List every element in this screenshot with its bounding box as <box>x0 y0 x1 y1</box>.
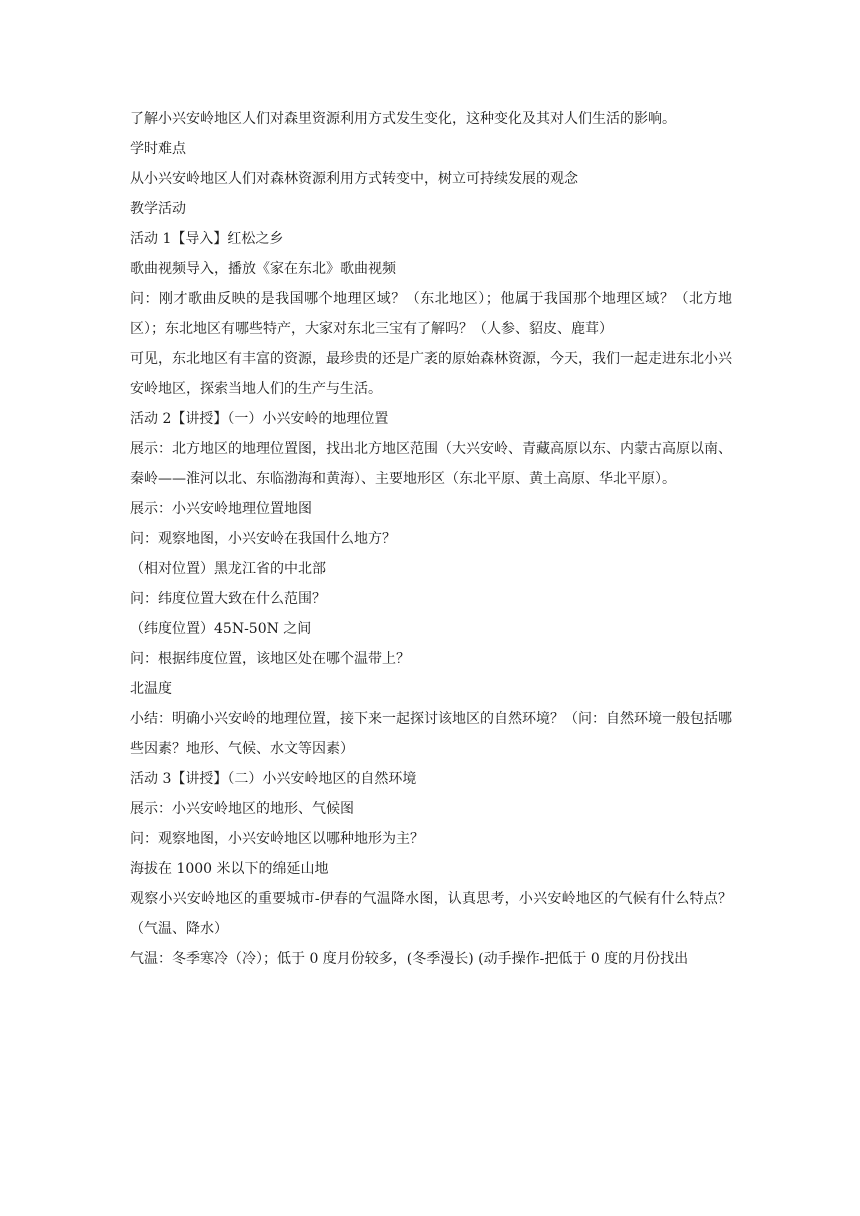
paragraph: 小结：明确小兴安岭的地理位置，接下来一起探讨该地区的自然环境？（问：自然环境一般包括哪些因素？地形、气候、水文等因素） <box>130 711 732 757</box>
paragraph: 了解小兴安岭地区人们对森里资源利用方式发生变化，这种变化及其对人们生活的影响。 <box>130 111 676 127</box>
paragraph: 气温：冬季寒冷（冷）；低于 0 度月份较多，(冬季漫长) (动手操作-把低于 0 度的月份找出 <box>130 951 689 967</box>
paragraph: 海拔在 1000 米以下的绵延山地 <box>130 861 329 877</box>
paragraph: （相对位置）黑龙江省的中北部 <box>130 561 326 577</box>
paragraph: 观察小兴安岭地区的重要城市-伊春的气温降水图，认真思考，小兴安岭地区的气候有什么特点？（气温、降水） <box>130 891 732 937</box>
section-heading: 教学活动 <box>130 201 186 217</box>
paragraph: 歌曲视频导入，播放《家在东北》歌曲视频 <box>130 261 396 277</box>
activity-heading: 活动 2【讲授】（一）小兴安岭的地理位置 <box>130 411 389 427</box>
paragraph: 北温度 <box>130 681 172 697</box>
paragraph: 问：观察地图，小兴安岭在我国什么地方？ <box>130 531 396 547</box>
paragraph: 展示：小兴安岭地理位置地图 <box>130 501 312 517</box>
section-heading: 学时难点 <box>130 141 186 157</box>
paragraph: （纬度位置）45N-50N 之间 <box>130 621 312 637</box>
paragraph: 从小兴安岭地区人们对森林资源利用方式转变中，树立可持续发展的观念 <box>130 171 578 187</box>
paragraph: 问：刚才歌曲反映的是我国哪个地理区域？（东北地区）；他属于我国那个地理区域？（北方地区）；东北地区有哪些特产，大家对东北三宝有了解吗？（人参、貂皮、鹿茸） <box>130 291 732 337</box>
paragraph: 展示：小兴安岭地区的地形、气候图 <box>130 801 354 817</box>
activity-heading: 活动 3【讲授】（二）小兴安岭地区的自然环境 <box>130 771 417 787</box>
paragraph: 问：观察地图，小兴安岭地区以哪种地形为主？ <box>130 831 424 847</box>
document-body <box>130 104 732 974</box>
activity-heading: 活动 1【导入】红松之乡 <box>130 231 284 247</box>
paragraph: 可见，东北地区有丰富的资源，最珍贵的还是广袤的原始森林资源，今天，我们一起走进东北小兴安岭地区，探索当地人们的生产与生活。 <box>130 351 732 397</box>
paragraph: 问：根据纬度位置，该地区处在哪个温带上？ <box>130 651 410 667</box>
paragraph: 展示：北方地区的地理位置图，找出北方地区范围（大兴安岭、青藏高原以东、内蒙古高原以南、秦岭——淮河以北、东临渤海和黄海）、主要地形区（东北平原、黄土高原、华北平原）。 <box>130 441 732 487</box>
paragraph: 问：纬度位置大致在什么范围？ <box>130 591 326 607</box>
